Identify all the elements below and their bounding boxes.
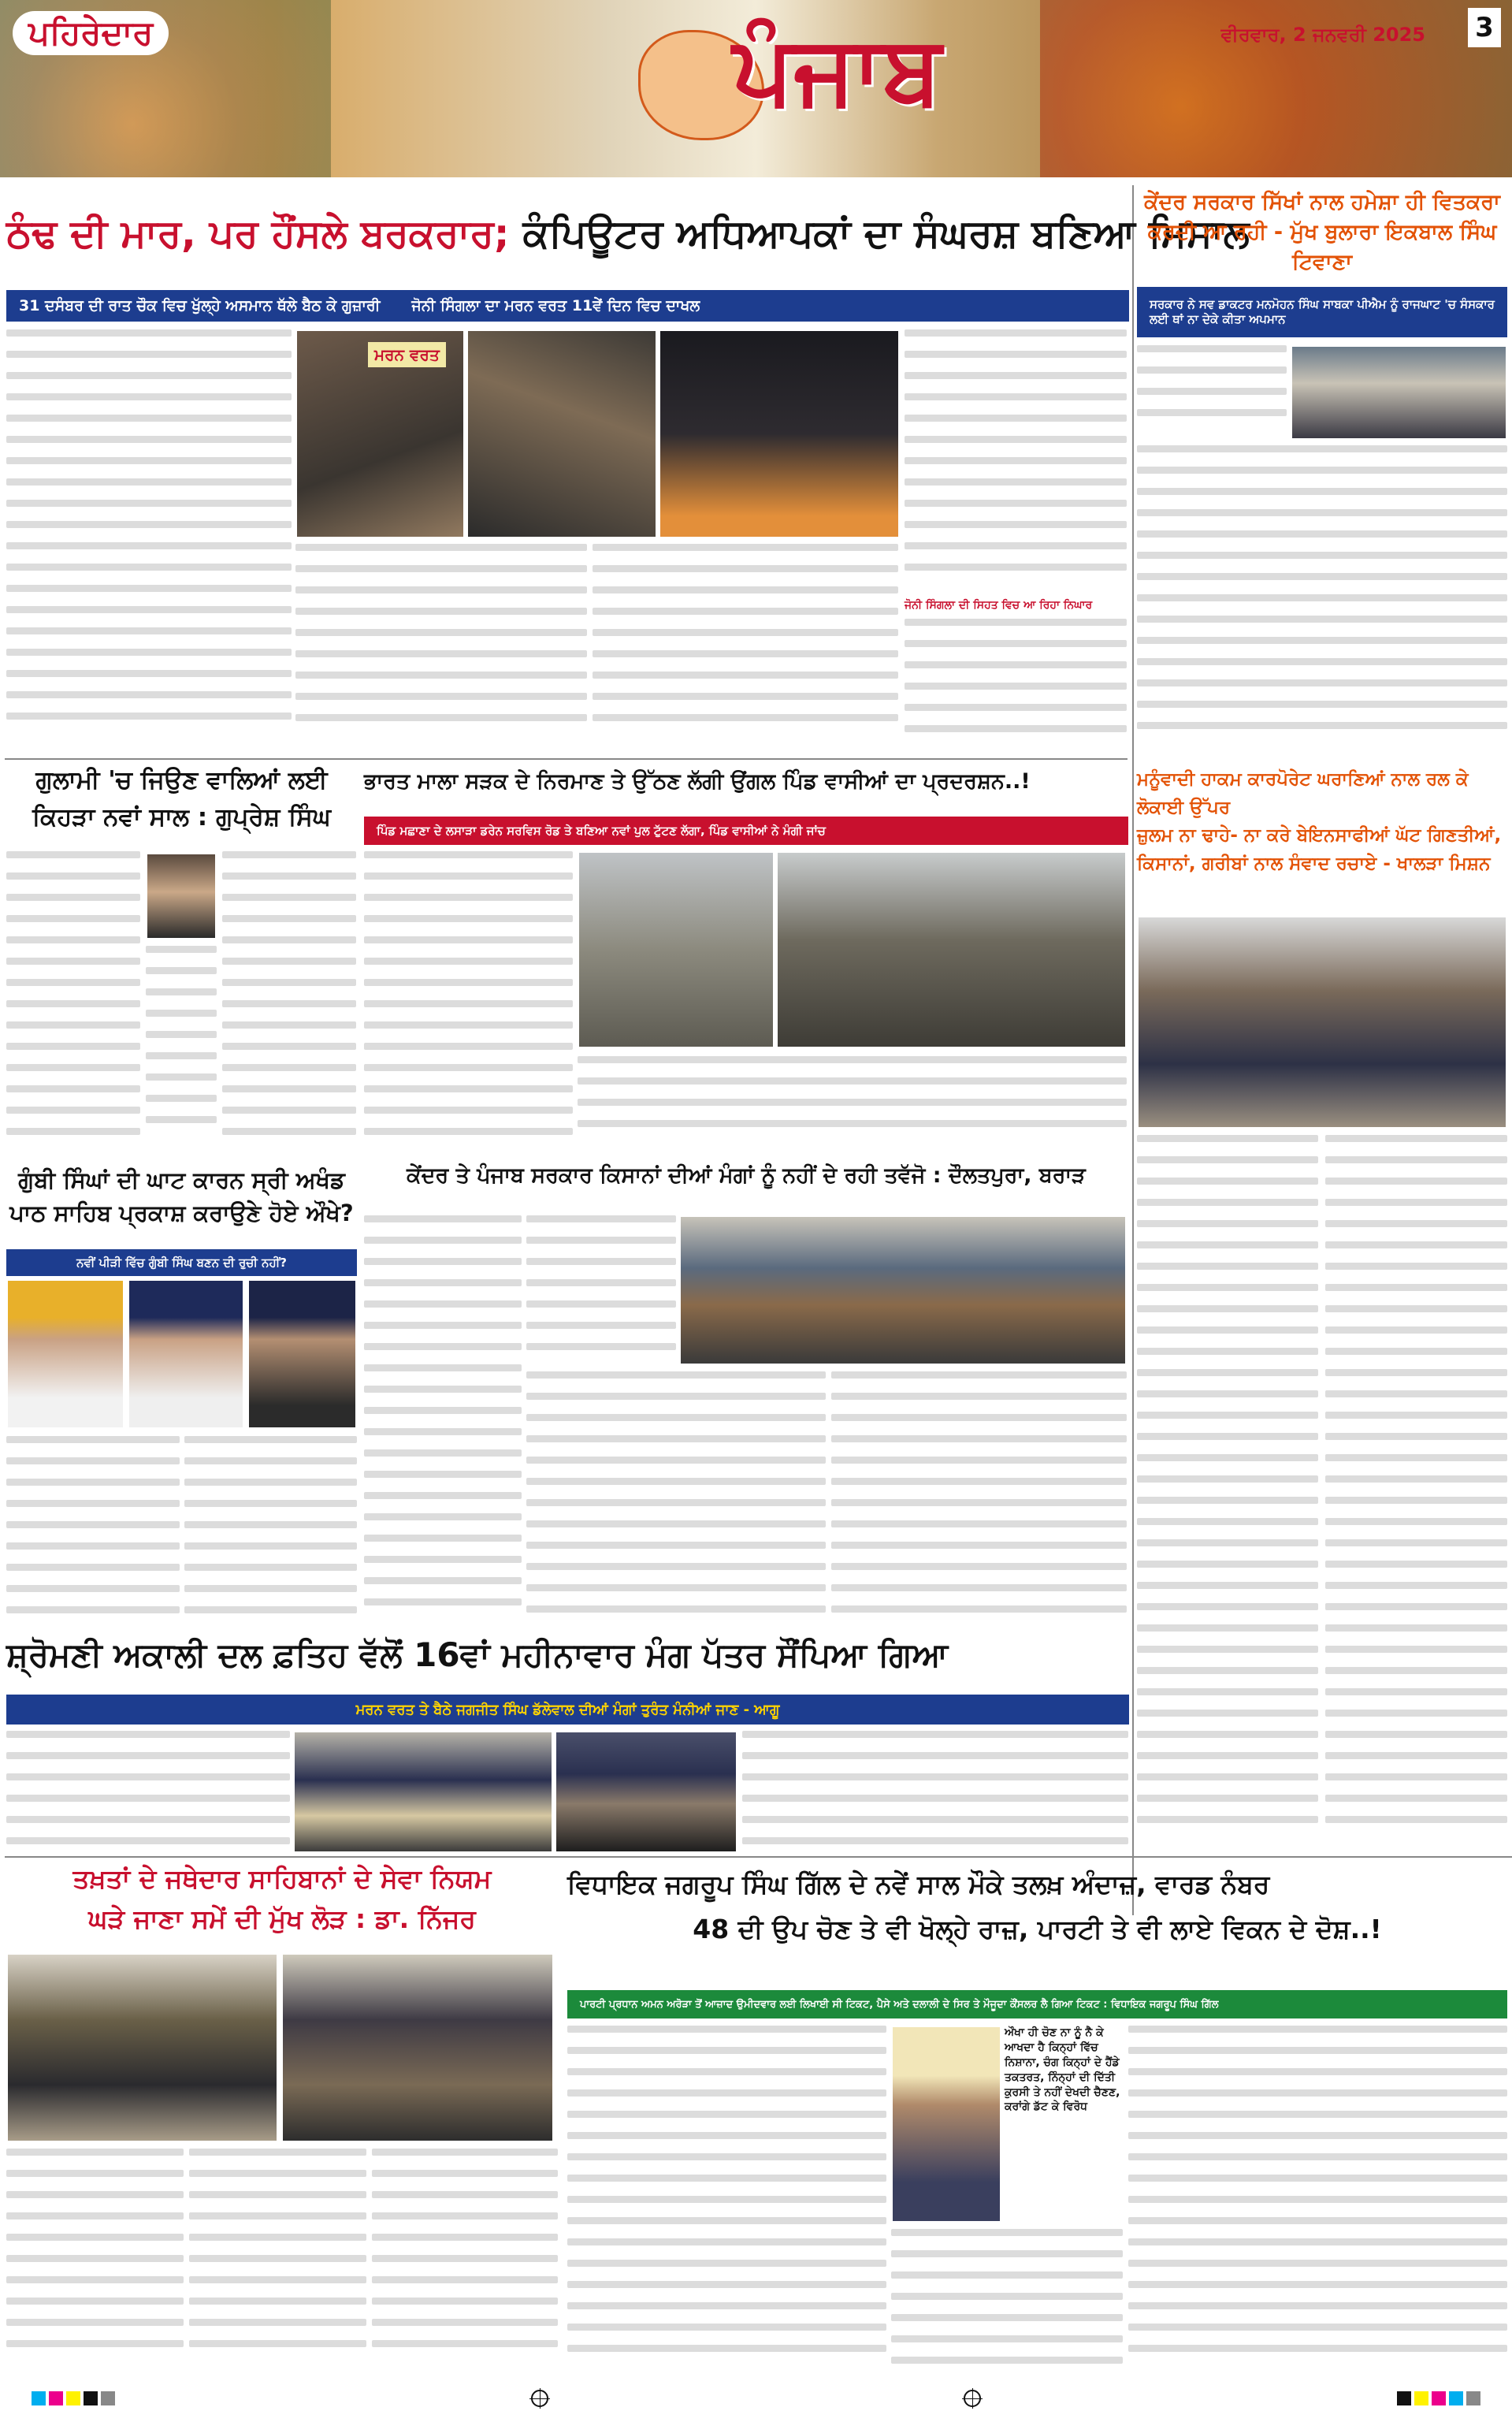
story-jagroop-gill-subhead-bar: ਪਾਰਟੀ ਪ੍ਰਧਾਨ ਅਮਨ ਅਰੋੜਾ ਤੋਂ ਆਜ਼ਾਦ ਉਮੀਦਵਾਰ ਲਈ ਲਿਖਾਈ ਸੀ ਟਿਕਟ, ਪੈਸੇ ਅਤੇ ਦਲਾਲੀ ਦੇ ਸਿਰ ਤੇ ਮੌਜੂਦਾ ਕੌਂਸਲਰ ਲੈ ਗਿਆ ਟਿਕਟ : ਵਿਧਾਇਕ ਜਗਰੂਪ ਸਿੰਘ ਗਿੱਲ [567, 1990, 1507, 2018]
headline-red-part: ਠੰਢ ਦੀ ਮਾਰ, ਪਰ ਹੌਂਸਲੇ ਬਰਕਰਾਰ; [6, 211, 510, 256]
story-akali-dal-body-col1 [6, 1731, 290, 1853]
story-farmers-body-col4 [831, 1371, 1127, 1629]
story-tiwana-body-intro [1137, 345, 1287, 440]
story-photo-protest-centre [466, 329, 657, 538]
column-divider [1132, 185, 1134, 1915]
story-farmers-photo [679, 1215, 1127, 1365]
story-jagroop-gill-body-col2 [891, 2229, 1123, 2379]
row-divider [5, 758, 1127, 760]
subhead-right: ਜੋਨੀ ਸਿੰਗਲਾ ਦਾ ਮਰਨ ਵਰਤ 11ਵੇਂ ਦਿਨ ਵਿਚ ਦਾਖਲ [411, 297, 700, 314]
subhead-left: 31 ਦਸੰਬਰ ਦੀ ਰਾਤ ਚੌਕ ਵਿਚ ਖੁੱਲ੍ਹੇ ਅਸਮਾਨ ਥੱਲੇ ਬੈਠ ਕੇ ਗੁਜ਼ਾਰੀ [19, 297, 381, 314]
story-farmers-body-col1 [364, 1215, 522, 1629]
issue-date: ਵੀਰਵਾਰ, 2 ਜਨਵਰੀ 2025 [1220, 24, 1425, 46]
inline-subheading: ਜੋਨੀ ਸਿੰਗਲਾ ਦੀ ਸਿਹਤ ਵਿਚ ਆ ਰਿਹਾ ਨਿਘਾਰ [905, 599, 1093, 612]
story-gupresh-portrait [146, 853, 217, 939]
story-granthi-portrait-2 [128, 1279, 244, 1429]
story-granthi-portrait-1 [6, 1279, 124, 1429]
story-computer-teachers-body-col5 [905, 619, 1127, 751]
story-jagroop-gill-body-col1 [567, 2026, 886, 2380]
section-title-area [615, 6, 1056, 168]
story-khalra-mission-body-col1 [1137, 1135, 1318, 1848]
story-computer-teachers-body-col4 [905, 329, 1127, 597]
story-nijjar-body-col1 [6, 2149, 184, 2379]
story-bharatmala-body-col2 [578, 1056, 1127, 1151]
story-nijjar-photo-right [281, 1953, 554, 2142]
story-jagroop-gill-body-col3 [1128, 2026, 1507, 2380]
story-tiwana-photo [1291, 345, 1507, 440]
story-tiwana-subhead-bar: ਸਰਕਾਰ ਨੇ ਸਵ ਡਾਕਟਰ ਮਨਮੋਹਨ ਸਿੰਘ ਸਾਬਕਾ ਪੀਐਮ ਨੂੰ ਰਾਜਘਾਟ 'ਚ ਸੰਸਕਾਰ ਲਈ ਥਾਂ ਨਾ ਦੇਕੇ ਕੀਤਾ ਅਪਮਾਨ [1137, 287, 1507, 337]
story-khalra-mission-body-col2 [1325, 1135, 1507, 1848]
section-title: ਪੰਜਾਬ [733, 16, 942, 125]
story-computer-teachers-headline [6, 188, 1250, 281]
story-bharatmala-photo-villagers [776, 851, 1127, 1048]
brand-logo: ਪਹਿਰੇਦਾਰ [13, 11, 169, 55]
print-marks-strip [0, 2385, 1512, 2411]
story-jagroop-gill-portrait [891, 2026, 1001, 2223]
story-granthi-portrait-3 [247, 1279, 357, 1429]
story-nijjar-body-col2 [189, 2149, 366, 2379]
story-nijjar-body-col3 [372, 2149, 558, 2379]
story-computer-teachers-body-col2 [295, 544, 587, 751]
color-swatches [1397, 2391, 1480, 2405]
registration-mark-icon [964, 2390, 981, 2407]
story-nijjar-headline: ਤਖ਼ਤਾਂ ਦੇ ਜਥੇਦਾਰ ਸਾਹਿਬਾਨਾਂ ਦੇ ਸੇਵਾ ਨਿਯਮ ਘੜੇ ਜਾਣਾ ਸਮੇਂ ਦੀ ਮੁੱਖ ਲੋੜ : ਡਾ. ਨਿੱਜਰ [72, 1863, 492, 1934]
photo-banner-hunger-strike: ਮਰਨ ਵਰਤ [368, 342, 446, 367]
story-akali-dal-subhead-bar: ਮਰਨ ਵਰਤ ਤੇ ਬੈਠੇ ਜਗਜੀਤ ਸਿੰਘ ਡੱਲੇਵਾਲ ਦੀਆਂ ਮੰਗਾਂ ਤੁਰੰਤ ਮੰਨੀਆਂ ਜਾਣ - ਆਗੂ [6, 1695, 1129, 1725]
story-granthi-body-col2 [184, 1436, 357, 1629]
story-gupresh-body-col2 [146, 946, 217, 1159]
story-farmers-headline: ਕੇਂਦਰ ਤੇ ਪੰਜਾਬ ਸਰਕਾਰ ਕਿਸਾਨਾਂ ਦੀਆਂ ਮੰਗਾਂ ਨੂੰ ਨਹੀਂ ਦੇ ਰਹੀ ਤਵੱਜੋ : ਦੌਲਤਪੁਰਾ, ਬਰਾੜ [407, 1163, 1086, 1188]
story-granthi-headline: ਗੁੰਬੀ ਸਿੰਘਾਂ ਦੀ ਘਾਟ ਕਾਰਨ ਸ੍ਰੀ ਅਖੰਡ ਪਾਠ ਸਾਹਿਬ ਪ੍ਰਕਾਸ਼ ਕਰਾਉਣੇ ਹੋਏ ਔਖੇ? [9, 1166, 354, 1227]
color-swatches [32, 2391, 115, 2405]
story-granthi-body-col1 [6, 1436, 180, 1629]
story-granthi-subhead-bar: ਨਵੀਂ ਪੀੜੀ ਵਿੱਚ ਗੁੰਬੀ ਸਿੰਘ ਬਣਨ ਦੀ ਰੁਚੀ ਨਹੀਂ? [6, 1249, 357, 1276]
story-jagroop-gill-headline: ਵਿਧਾਇਕ ਜਗਰੂਪ ਸਿੰਘ ਗਿੱਲ ਦੇ ਨਵੇਂ ਸਾਲ ਮੌਕੇ ਤਲਖ਼ ਅੰਦਾਜ਼, ਵਾਰਡ ਨੰਬਰ 48 ਦੀ ਉਪ ਚੋਣ ਤੇ ਵੀ ਖੋਲ੍ਹੇ ਰਾਜ਼, ਪਾਰਟੀ ਤੇ ਵੀ ਲਾਏ ਵਿਕਨ ਦੇ ਦੋਸ਼..! [567, 1869, 1382, 1944]
row-divider [5, 1856, 1512, 1858]
story-khalra-mission-photo [1137, 916, 1507, 1129]
story-bharatmala-body-col1 [364, 851, 573, 1151]
story-nijjar-photo-left [6, 1953, 278, 2142]
page-number: 3 [1468, 8, 1501, 47]
story-farmers-body-col2 [526, 1215, 676, 1365]
story-akali-dal-headline: ਸ਼੍ਰੋਮਣੀ ਅਕਾਲੀ ਦਲ ਫ਼ਤਿਹ ਵੱਲੋਂ 16ਵਾਂ ਮਹੀਨਾਵਾਰ ਮੰਗ ਪੱਤਰ ਸੌਂਪਿਆ ਗਿਆ [6, 1635, 949, 1674]
registration-mark-icon [531, 2390, 548, 2407]
story-bharatmala-photo-bridge [578, 851, 775, 1048]
story-gupresh-body-col3 [222, 851, 356, 1159]
story-akali-dal-body-col2 [742, 1731, 1128, 1853]
story-khalra-mission-headline: ਮਨੂੰਵਾਦੀ ਹਾਕਮ ਕਾਰਪੋਰੇਟ ਘਰਾਣਿਆਂ ਨਾਲ ਰਲ ਕੇ ਲੋਕਾਈ ਉੱਪਰ ਜ਼ੁਲਮ ਨਾ ਢਾਹੇ- ਨਾ ਕਰੇ ਬੇਇਨਸਾਫੀਆਂ ਘੱਟ ਗਿਣਤੀਆਂ, ਕਿਸਾਨਾਂ, ਗਰੀਬਾਂ ਨਾਲ ਸੰਵਾਦ ਰਚਾਏ - ਖਾਲੜਾ ਮਿਸ਼ਨ [1137, 769, 1502, 874]
story-photo-protest-left [295, 329, 465, 538]
story-tiwana-body [1137, 445, 1507, 753]
story-bharatmala-subhead-bar: ਪਿੰਡ ਮਛਾਣਾ ਦੇ ਲਸਾੜਾ ਡਰੇਨ ਸਰਵਿਸ ਰੋਡ ਤੇ ਬਣਿਆ ਨਵਾਂ ਪੁਲ ਟੁੱਟਣ ਲੱਗਾ, ਪਿੰਡ ਵਾਸੀਆਂ ਨੇ ਮੰਗੀ ਜਾਂਚ [364, 817, 1128, 845]
story-computer-teachers-body-col3 [593, 544, 898, 751]
story-gupresh-body-col1 [6, 851, 140, 1159]
story-bharatmala-headline: ਭਾਰਤ ਮਾਲਾ ਸੜਕ ਦੇ ਨਿਰਮਾਣ ਤੇ ਉੱਠਣ ਲੱਗੀ ਉਂਗਲ ਪਿੰਡ ਵਾਸੀਆਂ ਦਾ ਪ੍ਰਦਰਸ਼ਨ..! [364, 769, 1031, 794]
story-akali-dal-photo-right [555, 1731, 737, 1853]
headline-black-part: ਕੰਪਿਊਟਰ ਅਧਿਆਪਕਾਂ ਦਾ ਸੰਘਰਸ਼ ਬਣਿਆ ਮਿਸਾਲ [522, 211, 1250, 256]
story-computer-teachers-subhead-bar [6, 290, 1129, 322]
masthead [0, 0, 1512, 177]
story-akali-dal-photo-left [293, 1731, 553, 1853]
story-jagroop-gill-pull-quote: ਔਖਾ ਹੀ ਚੋਣ ਨਾ ਨੂੰ ਨੈ ਕੇ ਆਖਦਾ ਹੈ ਕਿਨ੍ਹਾਂ ਵਿੱਚ ਨਿਸ਼ਾਨਾ, ਚੰਗ ਕਿਨ੍ਹਾਂ ਦੇ ਹੈਂਡੇ ਤਕਤਰਤ, ਨਿੰਨ੍ਹਾਂ ਦੀ ਦਿੱਤੀ ਕੁਰਸੀ ਤੇ ਨਹੀਂ ਦੇਖਦੀ ਚੈਣਣ, ਕਰਾਂਗੇ ਡੱਟ ਕੇ ਵਿਰੋਧ [1005, 2026, 1120, 2114]
story-farmers-body-col3 [526, 1371, 826, 1629]
story-tiwana-headline: ਕੇਂਦਰ ਸਰਕਾਰ ਸਿੱਖਾਂ ਨਾਲ ਹਮੇਸ਼ਾ ਹੀ ਵਿਤਕਰਾ ਕਰਦੀ ਆ ਰਹੀ - ਮੁੱਖ ਬੁਲਾਰਾ ਇਕਬਾਲ ਸਿੰਘ ਟਿਵਾਣਾ [1144, 190, 1500, 274]
story-computer-teachers-body-col1 [6, 329, 292, 751]
story-gupresh-headline: ਗੁਲਾਮੀ 'ਚ ਜਿਉਣ ਵਾਲਿਆਂ ਲਈ ਕਿਹੜਾ ਨਵਾਂ ਸਾਲ : ਗੁਪ੍ਰੇਸ਼ ਸਿੰਘ [32, 766, 331, 832]
story-photo-night-vigil [659, 329, 900, 538]
